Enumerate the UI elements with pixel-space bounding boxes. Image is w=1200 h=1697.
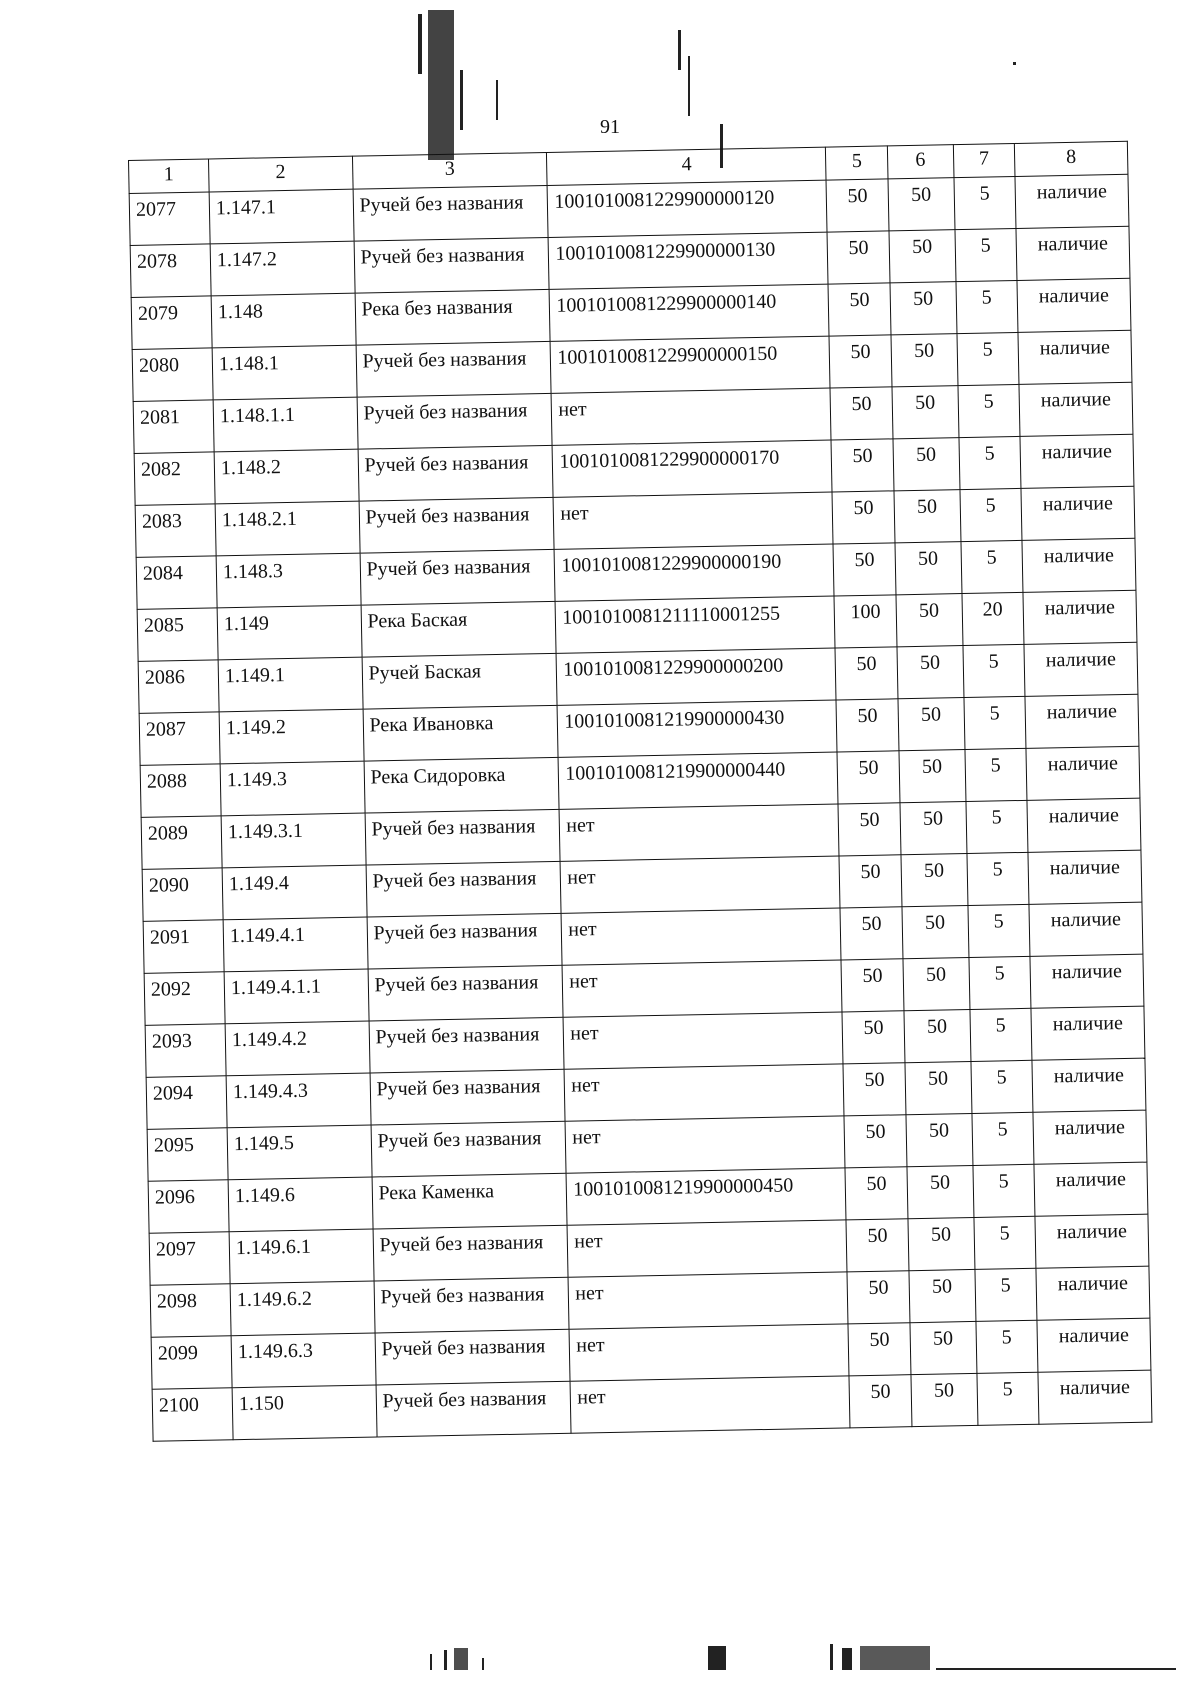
value-5-cell: 100	[834, 595, 897, 648]
water-name-cell: Ручей без названия	[360, 549, 556, 605]
row-number-cell: 2089	[141, 816, 222, 870]
value-6-cell: 50	[903, 958, 970, 1011]
row-number-cell: 2077	[129, 192, 210, 246]
value-5-cell: 50	[831, 439, 894, 492]
row-number-cell: 2086	[138, 660, 219, 714]
column-header-4: 4	[547, 147, 827, 185]
value-6-cell: 50	[910, 1321, 977, 1374]
value-6-cell: 50	[904, 1010, 971, 1063]
value-6-cell: 50	[890, 282, 957, 335]
value-7-cell: 5	[963, 644, 1026, 697]
value-5-cell: 50	[836, 699, 899, 752]
row-number-cell: 2088	[140, 764, 221, 818]
value-7-cell: 5	[970, 1008, 1033, 1061]
scan-artifact	[460, 70, 463, 130]
row-number-cell: 2080	[132, 348, 213, 402]
value-6-cell: 50	[906, 1113, 973, 1166]
row-number-cell: 2082	[134, 452, 215, 506]
scan-artifact	[678, 30, 681, 70]
water-name-cell: Река Каменка	[372, 1173, 568, 1229]
water-name-cell: Ручей без названия	[353, 185, 549, 241]
registry-code-cell: нет	[567, 1220, 847, 1277]
value-6-cell: 50	[891, 334, 958, 387]
scan-artifact-bottom	[430, 1640, 1190, 1680]
row-number-cell: 2098	[150, 1284, 231, 1338]
water-name-cell: Река Ивановка	[363, 705, 559, 761]
water-name-cell: Ручей без названия	[354, 237, 550, 293]
water-index-cell: 1.149.6.3	[231, 1333, 376, 1388]
status-cell: наличие	[1027, 798, 1141, 852]
value-6-cell: 50	[898, 698, 965, 751]
water-index-cell: 1.149.1	[218, 657, 363, 712]
registry-code-cell: нет	[552, 388, 832, 445]
status-cell: наличие	[1019, 382, 1133, 436]
registry-code-cell: нет	[561, 908, 841, 965]
row-number-cell: 2090	[142, 868, 223, 922]
table-body	[129, 174, 1152, 1441]
value-5-cell: 50	[844, 1115, 907, 1168]
water-name-cell: Ручей без названия	[371, 1121, 567, 1177]
value-6-cell: 50	[901, 854, 968, 907]
water-name-cell: Ручей без названия	[367, 913, 563, 969]
registry-code-cell: 1001010081219900000430	[558, 700, 838, 757]
value-6-cell: 50	[897, 646, 964, 699]
scan-artifact	[1013, 62, 1016, 65]
value-6-cell: 50	[908, 1217, 975, 1270]
water-index-cell: 1.149.4.2	[225, 1021, 370, 1076]
water-name-cell: Ручей без названия	[373, 1225, 569, 1281]
status-cell: наличие	[1034, 1162, 1148, 1216]
value-6-cell: 50	[907, 1165, 974, 1218]
registry-code-cell: нет	[568, 1272, 848, 1329]
registry-code-cell: нет	[559, 804, 839, 861]
value-7-cell: 5	[972, 1112, 1035, 1165]
value-7-cell: 5	[973, 1164, 1036, 1217]
value-7-cell: 5	[954, 176, 1017, 229]
status-cell: наличие	[1023, 590, 1137, 644]
registry-code-cell: нет	[564, 1064, 844, 1121]
value-5-cell: 50	[841, 959, 904, 1012]
value-6-cell: 50	[893, 438, 960, 491]
row-number-cell: 2095	[147, 1128, 228, 1182]
scan-artifact	[496, 80, 498, 120]
water-name-cell: Ручей без названия	[356, 341, 552, 397]
value-6-cell: 50	[905, 1061, 972, 1114]
value-6-cell: 50	[888, 178, 955, 231]
row-number-cell: 2079	[131, 296, 212, 350]
row-number-cell: 2100	[152, 1388, 233, 1442]
row-number-cell: 2078	[130, 244, 211, 298]
value-7-cell: 5	[969, 956, 1032, 1009]
value-7-cell: 5	[961, 540, 1024, 593]
value-5-cell: 50	[848, 1323, 911, 1376]
value-7-cell: 5	[968, 904, 1031, 957]
value-5-cell: 50	[835, 647, 898, 700]
value-5-cell: 50	[840, 907, 903, 960]
registry-code-cell: 1001010081211110001255	[556, 596, 836, 653]
water-index-cell: 1.150	[232, 1385, 377, 1440]
status-cell: наличие	[1033, 1110, 1147, 1164]
water-name-cell: Ручей без названия	[357, 393, 553, 449]
water-index-cell: 1.149.6	[228, 1177, 373, 1232]
row-number-cell: 2091	[143, 920, 224, 974]
value-7-cell: 5	[957, 332, 1020, 385]
column-header-7: 7	[953, 143, 1015, 177]
value-7-cell: 5	[966, 800, 1029, 853]
column-header-5: 5	[826, 146, 888, 180]
value-6-cell: 50	[895, 542, 962, 595]
value-5-cell: 50	[832, 491, 895, 544]
value-5-cell: 50	[843, 1063, 906, 1116]
water-index-cell: 1.149.3.1	[221, 813, 366, 868]
water-index-cell: 1.149.4.3	[226, 1073, 371, 1128]
value-7-cell: 5	[960, 488, 1023, 541]
scan-artifact	[688, 56, 690, 116]
water-name-cell: Река Баская	[361, 601, 557, 657]
water-name-cell: Ручей без названия	[370, 1069, 566, 1125]
value-5-cell: 50	[839, 855, 902, 908]
water-index-cell: 1.148.1.1	[213, 397, 358, 452]
water-name-cell: Ручей без названия	[369, 1017, 565, 1073]
value-7-cell: 5	[975, 1268, 1038, 1321]
registry-code-cell: нет	[563, 1012, 843, 1069]
water-name-cell: Ручей без названия	[376, 1381, 572, 1437]
value-7-cell: 5	[977, 1372, 1040, 1425]
status-cell: наличие	[1020, 434, 1134, 488]
column-header-3: 3	[352, 152, 547, 189]
registry-code-cell: нет	[565, 1116, 845, 1173]
value-7-cell: 5	[971, 1060, 1034, 1113]
value-7-cell: 5	[964, 696, 1027, 749]
value-5-cell: 50	[846, 1219, 909, 1272]
registry-code-cell: 1001010081219900000450	[566, 1168, 846, 1225]
value-5-cell: 50	[838, 803, 901, 856]
water-index-cell: 1.148.2.1	[215, 501, 360, 556]
row-number-cell: 2087	[139, 712, 220, 766]
water-name-cell: Ручей Баская	[362, 653, 558, 709]
row-number-cell: 2083	[135, 504, 216, 558]
water-name-cell: Ручей без названия	[365, 809, 561, 865]
water-index-cell: 1.149.6.2	[230, 1281, 375, 1336]
water-index-cell: 1.148.2	[214, 449, 359, 504]
water-index-cell: 1.148.3	[216, 553, 361, 608]
value-5-cell: 50	[826, 179, 889, 232]
registry-code-cell: 1001010081229900000190	[555, 544, 835, 601]
registry-code-cell: 1001010081219900000440	[558, 752, 838, 809]
registry-code-cell: 1001010081229900000150	[551, 336, 831, 393]
water-index-cell: 1.149.4	[222, 865, 367, 920]
status-cell: наличие	[1017, 278, 1131, 332]
status-cell: наличие	[1022, 538, 1136, 592]
water-index-cell: 1.149.3	[220, 761, 365, 816]
value-7-cell: 5	[965, 748, 1028, 801]
value-5-cell: 50	[837, 751, 900, 804]
value-7-cell: 20	[962, 592, 1025, 645]
status-cell: наличие	[1030, 954, 1144, 1008]
row-number-cell: 2096	[148, 1180, 229, 1234]
row-number-cell: 2081	[133, 400, 214, 454]
value-6-cell: 50	[902, 906, 969, 959]
registry-code-cell: 1001010081229900000140	[550, 284, 830, 341]
value-6-cell: 50	[909, 1269, 976, 1322]
value-6-cell: 50	[900, 802, 967, 855]
status-cell: наличие	[1035, 1214, 1149, 1268]
water-index-cell: 1.148	[211, 293, 356, 348]
registry-code-cell: 1001010081229900000130	[549, 232, 829, 289]
water-name-cell: Ручей без названия	[375, 1329, 571, 1385]
registry-code-cell: 1001010081229900000170	[553, 440, 833, 497]
value-6-cell: 50	[894, 490, 961, 543]
value-7-cell: 5	[976, 1320, 1039, 1373]
registry-code-cell: нет	[554, 492, 834, 549]
column-header-8: 8	[1014, 141, 1127, 176]
registry-code-cell: 1001010081229900000120	[548, 180, 828, 237]
status-cell: наличие	[1026, 746, 1140, 800]
water-name-cell: Ручей без названия	[366, 861, 562, 917]
value-7-cell: 5	[959, 436, 1022, 489]
value-5-cell: 50	[830, 387, 893, 440]
registry-code-cell: нет	[569, 1324, 849, 1381]
value-5-cell: 50	[828, 283, 891, 336]
status-cell: наличие	[1025, 694, 1139, 748]
registry-code-cell: нет	[570, 1376, 850, 1433]
water-name-cell: Река Сидоровка	[364, 757, 560, 813]
water-index-cell: 1.148.1	[212, 345, 357, 400]
value-5-cell: 50	[827, 231, 890, 284]
registry-code-cell: нет	[562, 960, 842, 1017]
water-index-cell: 1.147.2	[210, 241, 355, 296]
water-name-cell: Река без названия	[355, 289, 551, 345]
value-6-cell: 50	[896, 594, 963, 647]
value-5-cell: 50	[847, 1271, 910, 1324]
value-7-cell: 5	[967, 852, 1030, 905]
row-number-cell: 2094	[146, 1076, 227, 1130]
row-number-cell: 2093	[145, 1024, 226, 1078]
water-index-cell: 1.149.2	[219, 709, 364, 764]
status-cell: наличие	[1016, 226, 1130, 280]
value-6-cell: 50	[892, 386, 959, 439]
column-header-2: 2	[208, 156, 352, 192]
value-7-cell: 5	[974, 1216, 1037, 1269]
status-cell: наличие	[1015, 174, 1129, 228]
registry-code-cell: 1001010081229900000200	[557, 648, 837, 705]
page-number: 91	[600, 116, 620, 138]
status-cell: наличие	[1036, 1266, 1150, 1320]
water-index-cell: 1.149.4.1.1	[224, 969, 369, 1024]
status-cell: наличие	[1031, 1006, 1145, 1060]
water-name-cell: Ручей без названия	[358, 445, 554, 501]
status-cell: наличие	[1018, 330, 1132, 384]
value-5-cell: 50	[842, 1011, 905, 1064]
registry-sheet	[128, 141, 1152, 1442]
water-name-cell: Ручей без названия	[374, 1277, 570, 1333]
water-name-cell: Ручей без названия	[359, 497, 555, 553]
row-number-cell: 2092	[144, 972, 225, 1026]
status-cell: наличие	[1021, 486, 1135, 540]
value-5-cell: 50	[845, 1167, 908, 1220]
registry-table	[128, 141, 1152, 1442]
row-number-cell: 2099	[151, 1336, 232, 1390]
value-7-cell: 5	[955, 228, 1018, 281]
value-5-cell: 50	[829, 335, 892, 388]
column-header-6: 6	[887, 145, 953, 179]
status-cell: наличие	[1028, 850, 1142, 904]
column-header-1: 1	[129, 159, 210, 194]
status-cell: наличие	[1024, 642, 1138, 696]
water-index-cell: 1.147.1	[209, 189, 354, 244]
water-index-cell: 1.149.4.1	[223, 917, 368, 972]
registry-code-cell: нет	[560, 856, 840, 913]
value-7-cell: 5	[958, 384, 1021, 437]
value-6-cell: 50	[899, 750, 966, 803]
row-number-cell: 2085	[137, 608, 218, 662]
value-6-cell: 50	[889, 230, 956, 283]
value-5-cell: 50	[849, 1375, 912, 1428]
value-5-cell: 50	[833, 543, 896, 596]
scan-artifact	[418, 14, 422, 74]
value-6-cell: 50	[911, 1373, 978, 1426]
status-cell: наличие	[1032, 1058, 1146, 1112]
scan-artifact	[428, 10, 454, 160]
status-cell: наличие	[1029, 902, 1143, 956]
water-name-cell: Ручей без названия	[368, 965, 564, 1021]
value-7-cell: 5	[956, 280, 1019, 333]
row-number-cell: 2084	[136, 556, 217, 610]
status-cell: наличие	[1037, 1318, 1151, 1372]
water-index-cell: 1.149	[217, 605, 362, 660]
row-number-cell: 2097	[149, 1232, 230, 1286]
water-index-cell: 1.149.6.1	[229, 1229, 374, 1284]
water-index-cell: 1.149.5	[227, 1125, 372, 1180]
status-cell: наличие	[1038, 1370, 1152, 1424]
